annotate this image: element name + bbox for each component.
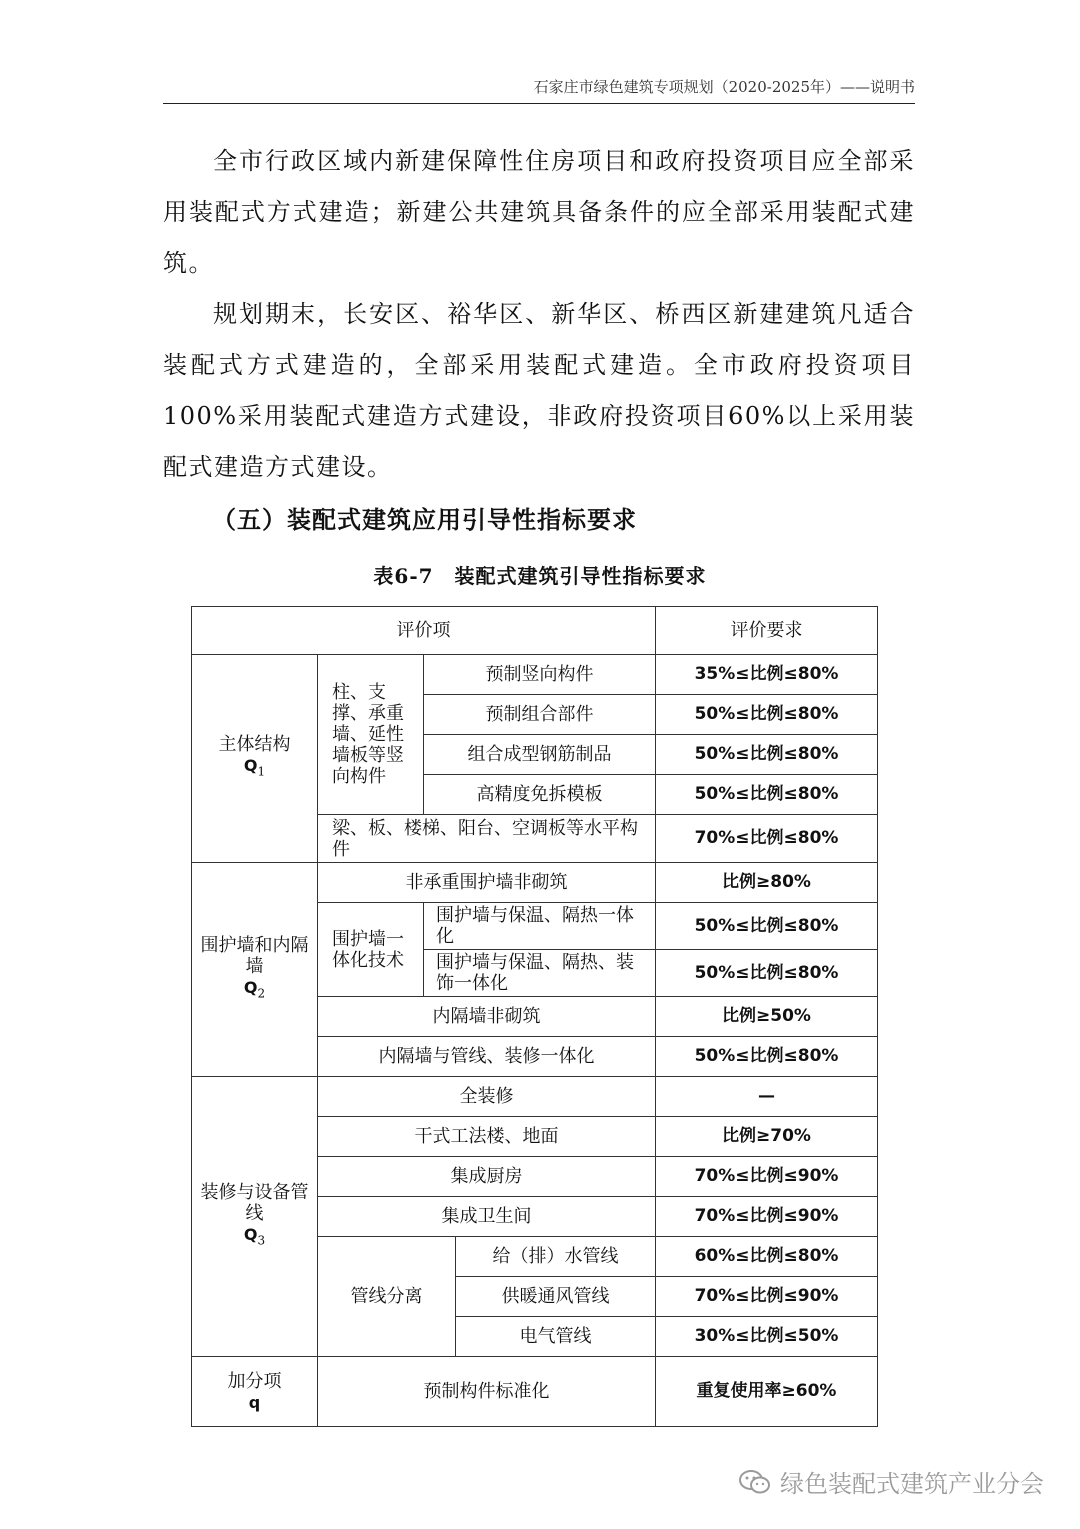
table-row-item: 预制构件标准化: [318, 1357, 656, 1427]
table-row-req: 50%≤比例≤80%: [656, 695, 878, 735]
table-row-item: 集成卫生间: [318, 1197, 656, 1237]
table-row-req: 70%≤比例≤90%: [656, 1157, 878, 1197]
table-row-item: 内隔墙与管线、装修一体化: [318, 1037, 656, 1077]
q2-label: 围护墙和内隔墙 $Q_2$: [192, 863, 318, 1077]
head-req: 评价要求: [656, 607, 878, 655]
watermark-text: 绿色装配式建筑产业分会: [780, 1470, 1044, 1498]
table-row-req: 50%≤比例≤80%: [656, 735, 878, 775]
table-row-item: 供暖通风管线: [456, 1277, 656, 1317]
table-row-req: 50%≤比例≤80%: [656, 903, 878, 950]
table-row-req: 比例≥80%: [656, 863, 878, 903]
table-row-item: 预制竖向构件: [424, 655, 656, 695]
table-row-item: 非承重围护墙非砌筑: [318, 863, 656, 903]
table-row-item: 集成厨房: [318, 1157, 656, 1197]
table-row-req: 50%≤比例≤80%: [656, 1037, 878, 1077]
table-row-req: 50%≤比例≤80%: [656, 950, 878, 997]
paragraph-1: 全市行政区域内新建保障性住房项目和政府投资项目应全部采用装配式方式建造；新建公共建筑具备条件的应全部采用装配式建筑。: [163, 147, 915, 277]
table-row-item: 内隔墙非砌筑: [318, 997, 656, 1037]
table-row-item: 高精度免拆模板: [424, 775, 656, 815]
table-row-req: 70%≤比例≤90%: [656, 1197, 878, 1237]
table-row-item: 围护墙与保温、隔热、装饰一体化: [424, 950, 656, 997]
table-row-req: —: [656, 1077, 878, 1117]
q1-label: 主体结构 $Q_1$: [192, 655, 318, 863]
indicator-table: [191, 606, 878, 1427]
page-header: 石家庄市绿色建筑专项规划（2020-2025年）——说明书: [163, 76, 915, 104]
table-row-req: 比例≥70%: [656, 1117, 878, 1157]
section-title: （五）装配式建筑应用引导性指标要求: [212, 505, 637, 534]
q2-group: 围护墙一体化技术: [318, 903, 424, 997]
wechat-icon: [738, 1469, 772, 1495]
table-row-item: 电气管线: [456, 1317, 656, 1357]
head-item: 评价项: [192, 607, 656, 655]
table-row-item: 干式工法楼、地面: [318, 1117, 656, 1157]
table-row-item: 梁、板、楼梯、阳台、空调板等水平构件: [318, 815, 656, 863]
table-row-req: 重复使用率≥60%: [656, 1357, 878, 1427]
watermark: [738, 1464, 1044, 1499]
bonus-label: 加分项 q: [192, 1357, 318, 1427]
table-row-item: 围护墙与保温、隔热一体化: [424, 903, 656, 950]
table-row-req: 35%≤比例≤80%: [656, 655, 878, 695]
q3-label: 装修与设备管线 $Q_3$: [192, 1077, 318, 1357]
q3-group: 管线分离: [318, 1237, 456, 1357]
table-row-req: 70%≤比例≤80%: [656, 815, 878, 863]
table-row-req: 50%≤比例≤80%: [656, 775, 878, 815]
table-row-item: 给（排）水管线: [456, 1237, 656, 1277]
table-row-req: 比例≥50%: [656, 997, 878, 1037]
table-row-req: 70%≤比例≤90%: [656, 1277, 878, 1317]
table-caption: 表6-7 装配式建筑引导性指标要求: [373, 564, 707, 588]
q1-group: 柱、支撑、承重墙、延性墙板等竖向构件: [318, 655, 424, 815]
paragraph-2: 规划期末，长安区、裕华区、新华区、桥西区新建建筑凡适合装配式方式建造的，全部采用装配式建造。全市政府投资项目100%采用装配式建造方式建设，非政府投资项目60%以上采用装配式建造方式建设。: [163, 300, 915, 481]
table-row-item: 预制组合部件: [424, 695, 656, 735]
table-row-req: 60%≤比例≤80%: [656, 1237, 878, 1277]
table-row-item: 组合成型钢筋制品: [424, 735, 656, 775]
table-row-item: 全装修: [318, 1077, 656, 1117]
table-row-req: 30%≤比例≤50%: [656, 1317, 878, 1357]
